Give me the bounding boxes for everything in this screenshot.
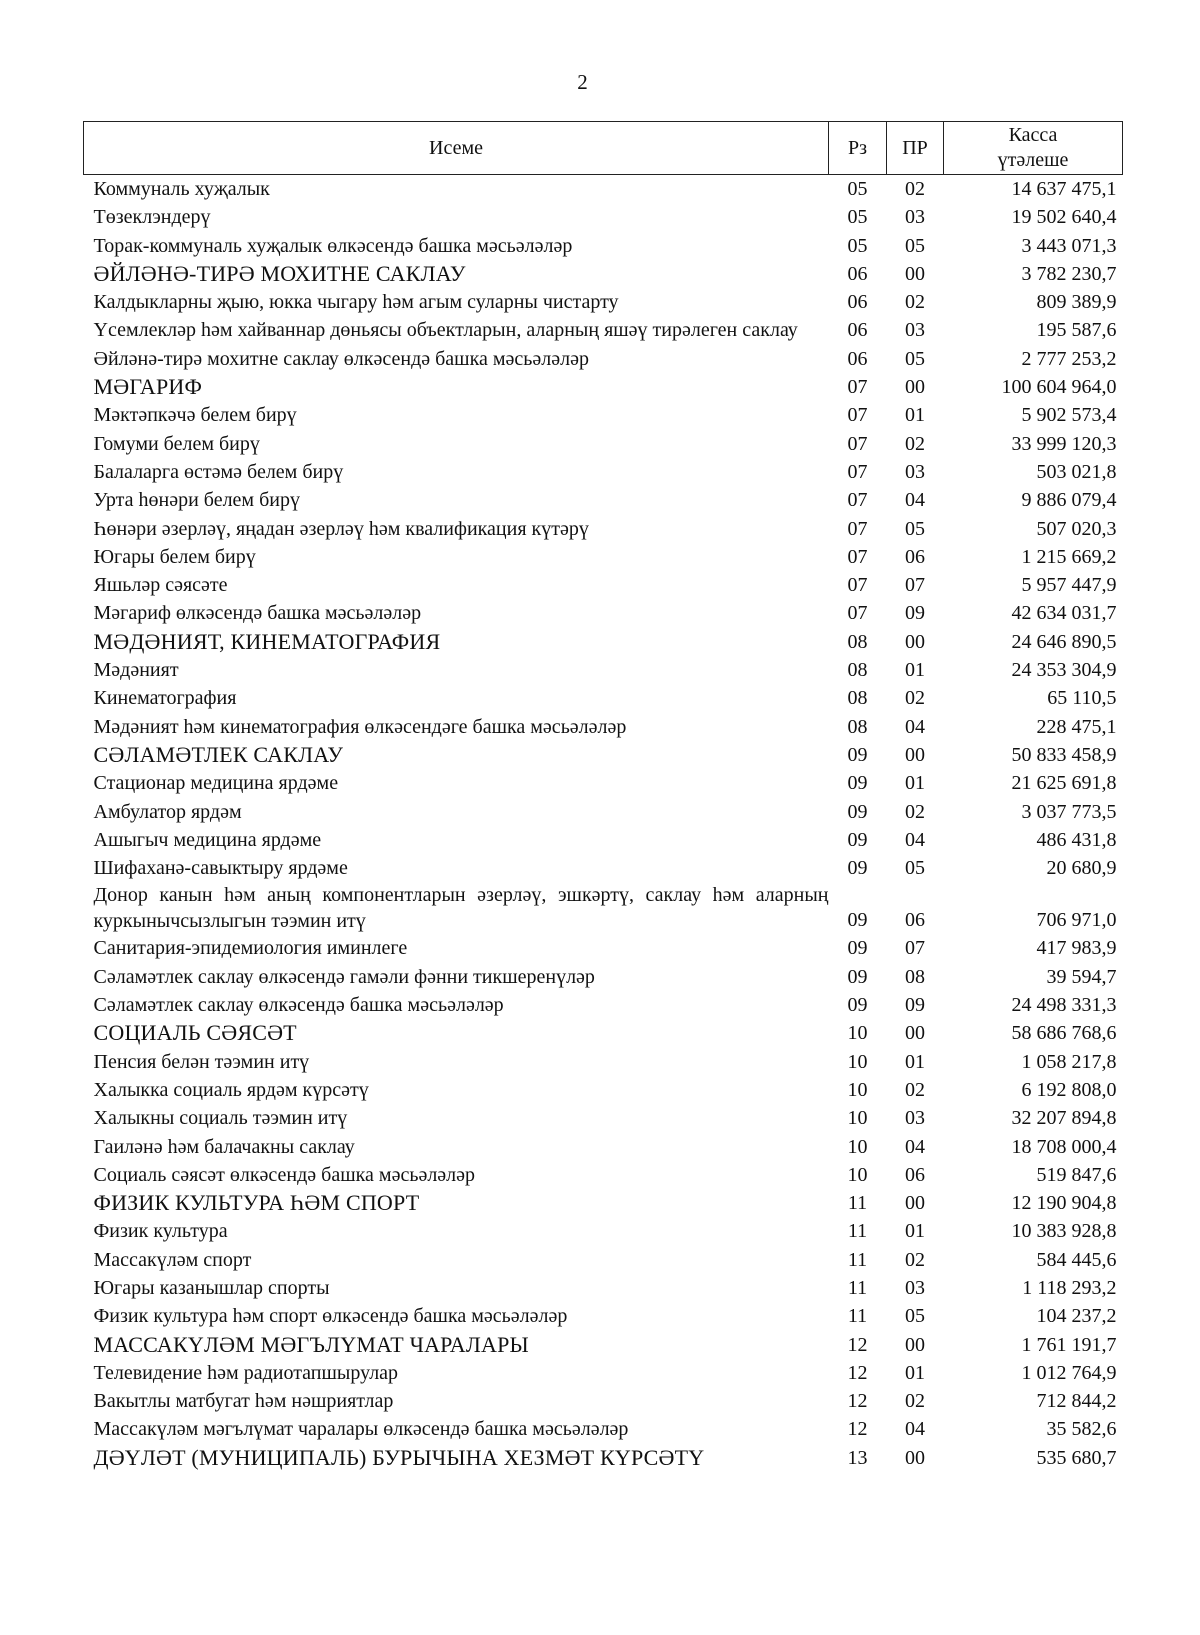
row-name: Шифаханә-савыктыру ярдәме bbox=[93, 857, 348, 880]
section-row bbox=[84, 373, 1123, 401]
row-pr: 05 bbox=[905, 1305, 925, 1328]
row-amount: 486 431,8 bbox=[1036, 828, 1117, 851]
row-name: Әйләнә-тирә мохитне саклау өлкәсендә башка мәсьәләләр bbox=[93, 347, 589, 370]
row-rz: 08 bbox=[847, 715, 868, 738]
row-pr: 00 bbox=[905, 1446, 925, 1469]
row-pr: 03 bbox=[905, 206, 925, 229]
row-amount: 503 021,8 bbox=[1036, 460, 1117, 483]
row-name: Халыкны социаль тәэмин итү bbox=[93, 1107, 348, 1130]
row-amount: 5 957 447,9 bbox=[1021, 574, 1117, 597]
header-name: Исеме bbox=[84, 122, 829, 175]
row-name: Массакүләм спорт bbox=[93, 1248, 252, 1271]
table-row bbox=[84, 486, 1123, 514]
row-name: Яшьләр сәясәте bbox=[93, 574, 228, 597]
row-pr: 05 bbox=[905, 347, 925, 370]
row-name: СОЦИАЛЬ СӘЯСӘТ bbox=[93, 1020, 297, 1046]
row-amount: 584 445,6 bbox=[1036, 1248, 1117, 1271]
row-amount: 32 207 894,8 bbox=[1011, 1107, 1117, 1130]
row-pr: 00 bbox=[905, 630, 925, 653]
row-name: Социаль сәясәт өлкәсендә башка мәсьәләләр bbox=[93, 1163, 476, 1186]
section-row bbox=[84, 1189, 1123, 1217]
row-rz: 09 bbox=[847, 828, 868, 851]
table-row bbox=[84, 1104, 1123, 1132]
row-name: Урта һөнәри белем бирү bbox=[93, 489, 300, 512]
table-row bbox=[84, 515, 1123, 543]
row-rz: 09 bbox=[847, 909, 868, 932]
row-name: Ашыгыч медицина ярдәме bbox=[93, 828, 322, 851]
row-pr: 07 bbox=[905, 574, 925, 597]
table-row bbox=[84, 316, 1123, 344]
row-name: ӘЙЛӘНӘ-ТИРӘ МОХИТНЕ САКЛАУ bbox=[93, 260, 466, 286]
row-rz: 11 bbox=[847, 1192, 868, 1215]
table-row bbox=[84, 934, 1123, 962]
row-pr: 08 bbox=[905, 965, 925, 988]
row-rz: 07 bbox=[847, 489, 868, 512]
table-row bbox=[84, 458, 1123, 486]
row-pr: 03 bbox=[905, 1107, 925, 1130]
table-row bbox=[84, 1302, 1123, 1330]
row-pr: 02 bbox=[905, 1390, 925, 1413]
row-name: МӘДӘНИЯТ, КИНЕМАТОГРАФИЯ bbox=[93, 628, 441, 654]
row-pr: 04 bbox=[905, 715, 925, 738]
row-pr: 02 bbox=[905, 291, 925, 314]
row-amount: 39 594,7 bbox=[1046, 965, 1117, 988]
row-amount: 104 237,2 bbox=[1036, 1305, 1117, 1328]
row-rz: 06 bbox=[847, 262, 868, 285]
row-pr: 05 bbox=[905, 517, 925, 540]
row-pr: 06 bbox=[905, 545, 925, 568]
row-amount: 24 646 890,5 bbox=[1011, 630, 1117, 653]
header-rz: Рз bbox=[829, 122, 887, 175]
row-amount: 33 999 120,3 bbox=[1011, 432, 1117, 455]
row-rz: 12 bbox=[847, 1418, 868, 1441]
row-name: Физик культура bbox=[93, 1220, 228, 1243]
row-name: Торак-коммуналь хуҗалык өлкәсендә башка мәсьәләләр bbox=[93, 234, 573, 257]
table-row bbox=[84, 1415, 1123, 1443]
row-amount: 712 844,2 bbox=[1036, 1390, 1117, 1413]
row-pr: 00 bbox=[905, 1333, 925, 1356]
row-pr: 01 bbox=[905, 404, 925, 427]
row-rz: 07 bbox=[847, 376, 868, 399]
page-number: 2 bbox=[577, 70, 588, 94]
header-amount-line2: үтәлеше bbox=[997, 149, 1069, 171]
row-pr: 06 bbox=[905, 909, 925, 932]
row-pr: 02 bbox=[905, 800, 925, 823]
row-amount: 35 582,6 bbox=[1046, 1418, 1117, 1441]
row-pr: 02 bbox=[905, 1248, 925, 1271]
row-rz: 07 bbox=[847, 517, 868, 540]
table-row bbox=[84, 1387, 1123, 1415]
row-rz: 13 bbox=[847, 1446, 868, 1469]
table-row bbox=[84, 1133, 1123, 1161]
row-rz: 10 bbox=[847, 1135, 868, 1158]
row-name: Югары белем бирү bbox=[93, 545, 256, 568]
row-pr: 05 bbox=[905, 234, 925, 257]
row-amount: 12 190 904,8 bbox=[1011, 1192, 1117, 1215]
row-amount: 21 625 691,8 bbox=[1011, 772, 1117, 795]
table-row bbox=[84, 1359, 1123, 1387]
row-pr: 09 bbox=[905, 994, 925, 1017]
row-name: Санитария-эпидемиология иминлеге bbox=[93, 937, 408, 960]
row-rz: 11 bbox=[847, 1220, 868, 1243]
row-name: Гомуми белем бирү bbox=[93, 432, 260, 455]
row-name: Донор канын һәм аның компонентларын әзерләү, эшкәртү, саклау һәм аларның куркынычсызлыгын тәэмин итү bbox=[93, 884, 829, 933]
row-rz: 11 bbox=[847, 1305, 868, 1328]
row-pr: 03 bbox=[905, 460, 925, 483]
row-pr: 00 bbox=[905, 376, 925, 399]
row-name: Үсемлекләр һәм хайваннар дөньясы объектларын, аларның яшәү тирәлеген саклау bbox=[93, 319, 798, 342]
row-pr: 01 bbox=[905, 1050, 925, 1073]
row-rz: 10 bbox=[847, 1022, 868, 1045]
row-name: МӘГАРИФ bbox=[93, 374, 203, 400]
table-row bbox=[84, 232, 1123, 260]
table-row bbox=[84, 656, 1123, 684]
row-amount: 10 383 928,8 bbox=[1011, 1220, 1117, 1243]
row-name: Амбулатор ярдәм bbox=[93, 800, 242, 823]
row-name: Стационар медицина ярдәме bbox=[93, 772, 339, 795]
row-pr: 02 bbox=[905, 1078, 925, 1101]
row-name: СӘЛАМӘТЛЕК САКЛАУ bbox=[93, 741, 344, 767]
row-name: Пенсия белән тәэмин итү bbox=[93, 1050, 310, 1073]
row-pr: 04 bbox=[905, 1135, 925, 1158]
row-amount: 9 886 079,4 bbox=[1021, 489, 1117, 512]
row-pr: 00 bbox=[905, 1192, 925, 1215]
row-pr: 04 bbox=[905, 828, 925, 851]
row-name: ФИЗИК КУЛЬТУРА ҺӘМ СПОРТ bbox=[93, 1190, 420, 1216]
row-rz: 06 bbox=[847, 319, 868, 342]
header-pr: ПР bbox=[887, 122, 944, 175]
row-amount: 2 777 253,2 bbox=[1021, 347, 1117, 370]
row-rz: 07 bbox=[847, 460, 868, 483]
section-row bbox=[84, 1331, 1123, 1359]
table-row bbox=[84, 1048, 1123, 1076]
row-rz: 10 bbox=[847, 1050, 868, 1073]
table-row bbox=[84, 543, 1123, 571]
table-row bbox=[84, 1076, 1123, 1104]
row-amount: 809 389,9 bbox=[1036, 291, 1117, 314]
row-name: Мәдәният bbox=[93, 659, 179, 682]
row-rz: 07 bbox=[847, 545, 868, 568]
row-amount: 3 443 071,3 bbox=[1021, 234, 1117, 257]
row-amount: 50 833 458,9 bbox=[1011, 743, 1117, 766]
row-name: МАССАКҮЛӘМ МӘГЪЛҮМАТ ЧАРАЛАРЫ bbox=[93, 1331, 529, 1357]
row-rz: 08 bbox=[847, 630, 868, 653]
row-name: Вакытлы матбугат һәм нәшриятлар bbox=[93, 1390, 394, 1413]
row-amount: 19 502 640,4 bbox=[1011, 206, 1117, 229]
row-amount: 535 680,7 bbox=[1036, 1446, 1117, 1469]
row-name: Югары казанышлар спорты bbox=[93, 1276, 330, 1299]
row-rz: 06 bbox=[847, 291, 868, 314]
row-amount: 228 475,1 bbox=[1036, 715, 1117, 738]
row-name: Телевидение һәм радиотапшырулар bbox=[93, 1361, 399, 1384]
row-name: Һөнәри әзерләү, яңадан әзерләү һәм квалификация күтәрү bbox=[93, 517, 589, 540]
row-rz: 10 bbox=[847, 1163, 868, 1186]
budget-table bbox=[83, 121, 1123, 1472]
section-row bbox=[84, 260, 1123, 288]
row-rz: 09 bbox=[847, 800, 868, 823]
row-pr: 00 bbox=[905, 262, 925, 285]
row-amount: 1 012 764,9 bbox=[1021, 1361, 1117, 1384]
row-pr: 01 bbox=[905, 1220, 925, 1243]
section-row bbox=[84, 1444, 1123, 1472]
row-amount: 24 498 331,3 bbox=[1011, 994, 1117, 1017]
row-pr: 00 bbox=[905, 1022, 925, 1045]
row-amount: 507 020,3 bbox=[1036, 517, 1117, 540]
table-row bbox=[84, 571, 1123, 599]
row-amount: 1 761 191,7 bbox=[1021, 1333, 1117, 1356]
row-name: Халыкка социаль ярдәм күрсәтү bbox=[93, 1078, 369, 1101]
table-row bbox=[84, 963, 1123, 991]
row-name: Массакүләм мәгълүмат чаралары өлкәсендә башка мәсьәләләр bbox=[93, 1418, 629, 1441]
row-amount: 195 587,6 bbox=[1036, 319, 1117, 342]
table-row bbox=[84, 882, 1123, 934]
row-rz: 06 bbox=[847, 347, 868, 370]
row-rz: 12 bbox=[847, 1361, 868, 1384]
header-amount-line1: Касса bbox=[1008, 124, 1058, 146]
section-row bbox=[84, 741, 1123, 769]
table-row bbox=[84, 1274, 1123, 1302]
row-amount: 3 037 773,5 bbox=[1021, 800, 1117, 823]
table-row bbox=[84, 599, 1123, 627]
row-name: Балаларга өстәмә белем бирү bbox=[93, 460, 344, 483]
row-pr: 03 bbox=[905, 1276, 925, 1299]
row-name: Сәламәтлек саклау өлкәсендә гамәли фәнни тикшеренүләр bbox=[93, 965, 595, 988]
row-pr: 04 bbox=[905, 489, 925, 512]
section-row bbox=[84, 1019, 1123, 1047]
row-name: Калдыкларны җыю, юкка чыгару һәм агым суларны чистарту bbox=[93, 291, 619, 314]
row-rz: 09 bbox=[847, 857, 868, 880]
row-name: Гаиләнә һәм балачакны саклау bbox=[93, 1135, 355, 1158]
row-amount: 1 215 669,2 bbox=[1021, 545, 1117, 568]
row-amount: 417 983,9 bbox=[1036, 937, 1117, 960]
row-amount: 1 058 217,8 bbox=[1021, 1050, 1117, 1073]
row-rz: 07 bbox=[847, 574, 868, 597]
row-pr: 01 bbox=[905, 1361, 925, 1384]
table-row bbox=[84, 203, 1123, 231]
row-name: Төзеклэндерү bbox=[93, 206, 211, 229]
table-row bbox=[84, 430, 1123, 458]
row-rz: 10 bbox=[847, 1078, 868, 1101]
row-pr: 07 bbox=[905, 937, 925, 960]
row-name: Мәгариф өлкәсендә башка мәсьәләләр bbox=[93, 602, 422, 625]
row-rz: 09 bbox=[847, 743, 868, 766]
row-rz: 07 bbox=[847, 404, 868, 427]
row-rz: 10 bbox=[847, 1107, 868, 1130]
table-row bbox=[84, 401, 1123, 429]
table-body bbox=[84, 175, 1123, 1473]
table-row bbox=[84, 769, 1123, 797]
table-row bbox=[84, 1217, 1123, 1245]
row-rz: 12 bbox=[847, 1333, 868, 1356]
row-pr: 02 bbox=[905, 178, 925, 200]
row-amount: 5 902 573,4 bbox=[1021, 404, 1117, 427]
row-rz: 08 bbox=[847, 659, 868, 682]
row-amount: 1 118 293,2 bbox=[1022, 1276, 1117, 1299]
row-pr: 02 bbox=[905, 687, 925, 710]
row-rz: 09 bbox=[847, 772, 868, 795]
row-name: ДӘҮЛӘТ (МУНИЦИПАЛЬ) БУРЫЧЫНА ХЕЗМӘТ КҮРСӘТҮ bbox=[93, 1444, 705, 1470]
table-row bbox=[84, 826, 1123, 854]
row-pr: 00 bbox=[905, 743, 925, 766]
row-amount: 20 680,9 bbox=[1046, 857, 1117, 880]
row-amount: 14 637 475,1 bbox=[1011, 178, 1117, 200]
table-header-row bbox=[84, 122, 1123, 175]
row-amount: 24 353 304,9 bbox=[1011, 659, 1117, 682]
table-row bbox=[84, 1246, 1123, 1274]
row-amount: 706 971,0 bbox=[1036, 909, 1117, 932]
table-row bbox=[84, 854, 1123, 882]
row-pr: 04 bbox=[905, 1418, 925, 1441]
row-name: Кинематография bbox=[93, 687, 237, 710]
row-amount: 58 686 768,6 bbox=[1011, 1022, 1117, 1045]
row-name: Физик культура һәм спорт өлкәсендә башка мәсьәләләр bbox=[93, 1305, 568, 1328]
row-rz: 05 bbox=[847, 234, 868, 257]
row-rz: 09 bbox=[847, 965, 868, 988]
row-rz: 09 bbox=[847, 937, 868, 960]
row-rz: 12 bbox=[847, 1390, 868, 1413]
section-row bbox=[84, 628, 1123, 656]
table-row bbox=[84, 798, 1123, 826]
row-rz: 11 bbox=[847, 1276, 868, 1299]
table-row bbox=[84, 991, 1123, 1019]
row-amount: 18 708 000,4 bbox=[1011, 1135, 1117, 1158]
row-amount: 6 192 808,0 bbox=[1021, 1078, 1117, 1101]
row-pr: 01 bbox=[905, 772, 925, 795]
table-row bbox=[84, 345, 1123, 373]
row-amount: 3 782 230,7 bbox=[1021, 262, 1117, 285]
row-name: Мәктәпкәчә белем бирү bbox=[93, 404, 297, 427]
row-pr: 06 bbox=[905, 1163, 925, 1186]
row-name: Сәламәтлек саклау өлкәсендә башка мәсьәләләр bbox=[93, 994, 504, 1017]
row-rz: 07 bbox=[847, 432, 868, 455]
row-rz: 07 bbox=[847, 602, 868, 625]
row-rz: 09 bbox=[847, 994, 868, 1017]
row-rz: 05 bbox=[847, 178, 868, 200]
row-amount: 519 847,6 bbox=[1036, 1163, 1117, 1186]
row-pr: 05 bbox=[905, 857, 925, 880]
row-amount: 100 604 964,0 bbox=[1001, 376, 1117, 399]
row-pr: 09 bbox=[905, 602, 925, 625]
row-name: Мәдәният һәм кинематография өлкәсендәге башка мәсьәләләр bbox=[93, 715, 627, 738]
row-name: Коммуналь хуҗалык bbox=[93, 178, 270, 200]
row-rz: 05 bbox=[847, 206, 868, 229]
row-rz: 08 bbox=[847, 687, 868, 710]
table-row bbox=[84, 175, 1123, 204]
table-row bbox=[84, 684, 1123, 712]
header-amount bbox=[944, 122, 1123, 175]
row-pr: 03 bbox=[905, 319, 925, 342]
row-amount: 42 634 031,7 bbox=[1011, 602, 1117, 625]
row-pr: 01 bbox=[905, 659, 925, 682]
row-amount: 65 110,5 bbox=[1047, 687, 1117, 710]
table-row bbox=[84, 713, 1123, 741]
table-row bbox=[84, 288, 1123, 316]
table-row bbox=[84, 1161, 1123, 1189]
row-pr: 02 bbox=[905, 432, 925, 455]
row-rz: 11 bbox=[847, 1248, 868, 1271]
